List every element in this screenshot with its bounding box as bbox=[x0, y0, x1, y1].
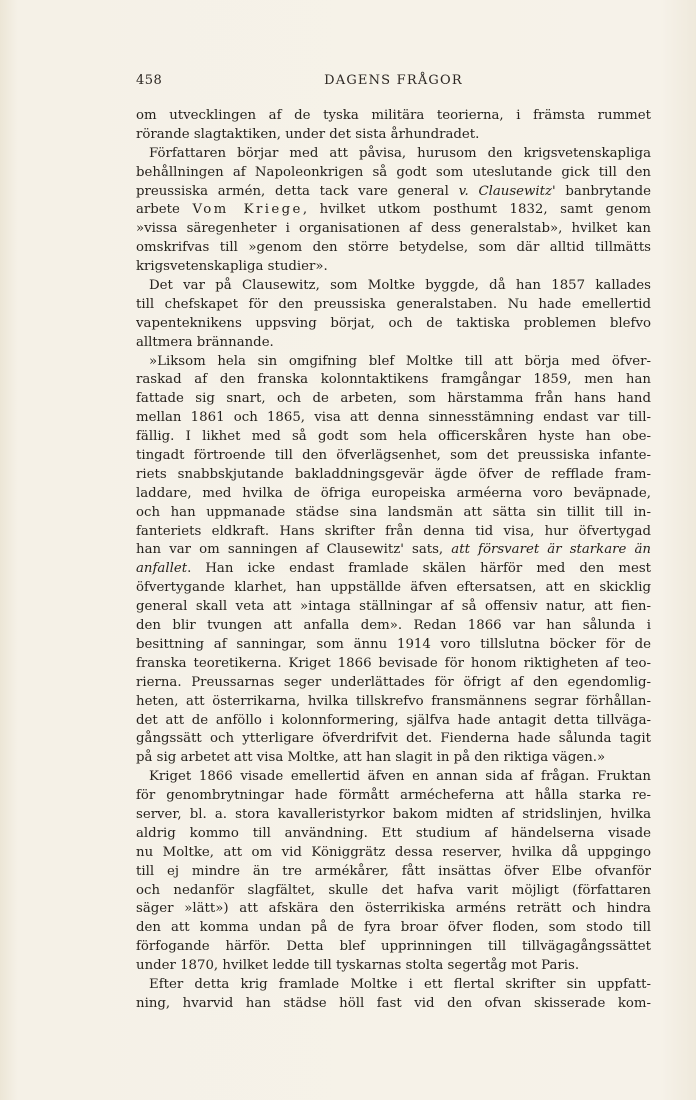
text-segment: franska teoretikerna. Kriget 1866 bevisade för honom riktigheten af teo- bbox=[136, 655, 651, 671]
text-segment: aldrig kommo till användning. Ett studium af händelserna visade bbox=[136, 825, 651, 841]
text-segment: det att de anföllo i kolonnformering, själfva hade antagit detta tillväga- bbox=[136, 712, 651, 728]
text-line bbox=[136, 541, 651, 560]
text-line bbox=[136, 787, 651, 806]
text-segment: rörande slagtaktiken, under det sista århundradet. bbox=[136, 126, 480, 142]
text-line bbox=[136, 466, 651, 485]
text-segment: v. Clausewitz bbox=[458, 183, 553, 199]
text-segment: laddare, med hvilka de öfriga europeiska arméerna voro beväpnade, bbox=[136, 485, 651, 501]
text-segment: den blir tvungen att anfalla dem». Redan 1866 var han sålunda i bbox=[136, 618, 651, 634]
text-line bbox=[136, 976, 651, 995]
text-line bbox=[136, 806, 651, 825]
text-line bbox=[136, 164, 651, 183]
text-segment: vapenteknikens uppsving börjat, och de taktiska problemen blefvo bbox=[136, 315, 651, 331]
text-segment: öfvertygande klarhet, han uppställde äfven eftersatsen, att en skicklig bbox=[136, 580, 651, 596]
text-segment: server, bl. a. stora kavalleristyrkor bakom midten af stridslinjen, hvilka bbox=[136, 806, 651, 822]
text-line bbox=[136, 882, 651, 901]
text-line bbox=[136, 296, 651, 315]
text-segment: »Liksom hela sin omgifning blef Moltke till att börja med öfver- bbox=[149, 353, 651, 369]
text-segment: , hvilket utkom posthumt 1832, samt genom bbox=[302, 202, 651, 218]
text-line bbox=[136, 900, 651, 919]
text-segment: arbete bbox=[136, 202, 193, 218]
text-line bbox=[136, 636, 651, 655]
text-segment: besittning af sanningar, som ännu 1914 voro tillslutna böcker för de bbox=[136, 636, 651, 652]
text-line bbox=[136, 712, 651, 731]
text-segment: och nedanför slagfältet, skulle det hafva varit möjligt (författaren bbox=[136, 882, 651, 898]
text-segment: fattade sig snart, och de arbeten, som härstamma från hans hand bbox=[136, 391, 651, 407]
text-line bbox=[136, 598, 651, 617]
text-segment: krigsvetenskapliga studier». bbox=[136, 259, 328, 275]
text-line bbox=[136, 938, 651, 957]
text-segment: heten, att österrikarna, hvilka tillskrefvo fransmännens segrar förhållan- bbox=[136, 693, 651, 709]
text-segment: »vissa säregenheter i organisationen af dess generalstab», hvilket kan bbox=[136, 221, 651, 237]
text-line bbox=[136, 730, 651, 749]
text-line bbox=[136, 579, 651, 598]
text-line bbox=[136, 504, 651, 523]
text-segment: Författaren börjar med att påvisa, hurusom den krigsvetenskapliga bbox=[149, 145, 651, 161]
text-line bbox=[136, 485, 651, 504]
text-line bbox=[136, 371, 651, 390]
text-segment: raskad af den franska kolonntaktikens framgångar 1859, men han bbox=[136, 372, 651, 388]
text-segment: Kriget 1866 visade emellertid äfven en annan sida af frågan. Fruktan bbox=[149, 769, 651, 785]
text-segment: riets snabbskjutande bakladdningsgevär ägde öfver de refflade fram- bbox=[136, 466, 651, 482]
text-segment: tingadt förtroende till den öfverlägsenhet, som det preussiska infante- bbox=[136, 448, 651, 464]
text-segment: preussiska armén, detta tack vare general bbox=[136, 183, 459, 199]
text-line bbox=[136, 957, 651, 976]
text-line bbox=[136, 126, 651, 145]
text-line bbox=[136, 617, 651, 636]
text-line bbox=[136, 447, 651, 466]
text-line bbox=[136, 693, 651, 712]
text-line bbox=[136, 334, 651, 353]
text-segment: att försvaret är starkare än bbox=[451, 542, 651, 558]
text-line bbox=[136, 749, 651, 768]
text-line bbox=[136, 428, 651, 447]
text-segment: nu Moltke, att om vid Königgrätz dessa reserver, hvilka då uppgingo bbox=[136, 844, 651, 860]
text-segment: general skall veta att »intaga ställningar af så offensiv natur, att fien- bbox=[136, 599, 651, 615]
text-segment: säger »lätt») att afskära den österrikiska arméns reträtt och hindra bbox=[136, 901, 651, 917]
text-line bbox=[136, 390, 651, 409]
text-segment: . Han icke endast framlade skälen härför med den mest bbox=[187, 561, 651, 577]
text-line bbox=[136, 674, 651, 693]
text-segment: mellan 1861 och 1865, visa att denna sinnesstämning endast var till- bbox=[136, 410, 651, 426]
text-segment: anfallet bbox=[136, 561, 188, 577]
text-line bbox=[136, 277, 651, 296]
text-segment: Efter detta krig framlade Moltke i ett flertal skrifter sin uppfatt- bbox=[149, 976, 651, 992]
text-segment: den att komma undan på de fyra broar öfver floden, som stodo till bbox=[136, 920, 651, 936]
text-line bbox=[136, 315, 651, 334]
text-segment: han var om sanningen af Clausewitz' sats, bbox=[136, 542, 452, 558]
text-segment: till chefskapet för den preussiska generalstaben. Nu hade emellertid bbox=[136, 296, 651, 312]
text-segment: om utvecklingen af de tyska militära teorierna, i främsta rummet bbox=[136, 108, 651, 123]
text-segment: förfogande härför. Detta blef upprinningen till tillvägagångssättet bbox=[136, 939, 651, 955]
text-segment: under 1870, hvilket ledde till tyskarnas stolta segertåg mot Paris. bbox=[136, 958, 580, 974]
text-segment: till ej mindre än tre armékårer, fått insättas öfver Elbe ofvanför bbox=[136, 863, 651, 879]
text-line bbox=[136, 183, 651, 202]
text-line bbox=[136, 220, 651, 239]
text-segment: ning, hvarvid han städse höll fast vid den ofvan skisserade kom- bbox=[136, 995, 651, 1011]
text-line bbox=[136, 107, 651, 126]
text-segment: rierna. Preussarnas seger underlättades för öfrigt af den egendomlig- bbox=[136, 674, 651, 690]
page-header bbox=[136, 73, 651, 93]
body-text bbox=[136, 107, 651, 1014]
text-segment: fanteriets eldkraft. Hans skrifter från denna tid visa, hur öfvertygad bbox=[136, 523, 651, 539]
text-line bbox=[136, 523, 651, 542]
text-line bbox=[136, 201, 651, 220]
text-line bbox=[136, 844, 651, 863]
text-line bbox=[136, 145, 651, 164]
text-segment: alltmera brännande. bbox=[136, 334, 274, 350]
text-segment: Det var på Clausewitz, som Moltke byggde, då han 1857 kallades bbox=[149, 278, 651, 294]
text-line bbox=[136, 825, 651, 844]
text-line bbox=[136, 919, 651, 938]
text-line bbox=[136, 258, 651, 277]
text-line bbox=[136, 409, 651, 428]
text-segment: ' banbrytande bbox=[552, 183, 651, 199]
text-line bbox=[136, 239, 651, 258]
text-segment: på sig arbetet att visa Moltke, att han slagit in på den riktiga vägen.» bbox=[136, 750, 606, 766]
text-segment: för genombrytningar hade förmått armécheferna att hålla starka re- bbox=[136, 788, 651, 804]
text-line bbox=[136, 353, 651, 372]
text-segment: Vom Kriege bbox=[192, 202, 303, 218]
text-line bbox=[136, 995, 651, 1014]
text-segment: fällig. I likhet med så godt som hela officerskåren hyste han obe- bbox=[136, 429, 651, 445]
text-line bbox=[136, 560, 651, 579]
text-segment: behållningen af Napoleonkrigen så godt som uteslutande gick till den bbox=[136, 164, 651, 180]
text-line bbox=[136, 768, 651, 787]
running-head: DAGENS FRÅGOR bbox=[324, 73, 463, 88]
text-line bbox=[136, 863, 651, 882]
text-line bbox=[136, 655, 651, 674]
text-segment: omskrifvas till »genom den större betydelse, som där alltid tillmätts bbox=[136, 240, 651, 256]
page-number: 458 bbox=[136, 73, 163, 88]
text-segment: och han uppmanade städse sina landsmän att sätta sin tillit till in- bbox=[136, 504, 651, 520]
text-segment: gångssätt och ytterligare öfverdrifvit det. Fienderna hade sålunda tagit bbox=[136, 731, 651, 747]
